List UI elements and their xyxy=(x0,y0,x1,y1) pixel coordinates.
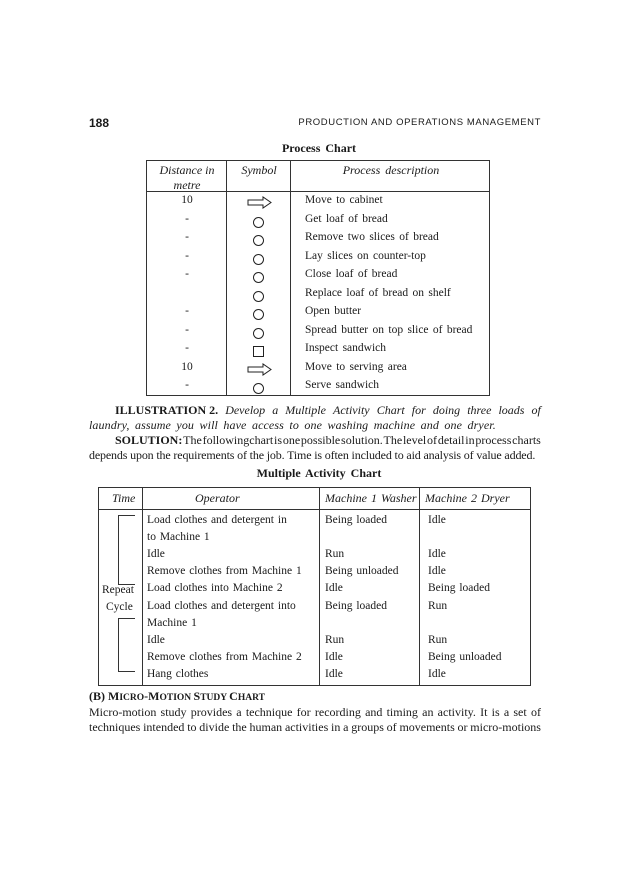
circle-icon xyxy=(253,309,264,320)
word: of xyxy=(530,705,541,719)
word: set xyxy=(513,705,527,719)
multiple-activity-chart-table xyxy=(98,487,531,686)
symbol-cell xyxy=(227,304,291,322)
heading-cap: M xyxy=(108,689,120,703)
operator-cell: Hang clothes xyxy=(147,667,209,680)
word: detail xyxy=(437,433,465,447)
symbol-cell xyxy=(227,230,291,248)
distance-cell: 10 xyxy=(181,360,193,373)
word: or xyxy=(457,720,468,734)
word: activities xyxy=(284,720,329,734)
square-icon xyxy=(253,346,264,357)
symbol-cell xyxy=(227,249,291,267)
word: groups xyxy=(351,720,384,734)
word: possible xyxy=(300,433,341,447)
machine2-cell: Being unloaded xyxy=(428,650,502,663)
machine2-cell: Idle xyxy=(428,667,446,680)
word: Multiple xyxy=(285,403,326,417)
heading-smallcaps: TUDY xyxy=(200,693,230,703)
solution-label: SOLUTION: xyxy=(115,433,183,447)
word: level xyxy=(402,433,427,447)
heading-cap: C xyxy=(229,689,238,703)
arrow-icon xyxy=(247,196,273,209)
description-cell: Open butter xyxy=(305,305,362,317)
word: the xyxy=(232,720,247,734)
process-row xyxy=(147,267,489,286)
solution-paragraph xyxy=(89,433,541,463)
col-header-time: Time xyxy=(112,491,136,505)
col-header-distance-line1: Distance in xyxy=(159,163,215,177)
repeat-cycle-bracket-bottom xyxy=(118,618,135,672)
column-divider xyxy=(419,488,420,685)
machine2-cell: Idle xyxy=(428,548,446,561)
section-body-line-2 xyxy=(89,720,541,735)
word: recording xyxy=(314,705,361,719)
word: micro-motions xyxy=(470,720,541,734)
heading-smallcaps: HART xyxy=(237,693,265,703)
machine1-cell: Idle xyxy=(325,582,343,595)
operator-cell: to Machine 1 xyxy=(147,531,210,544)
circle-icon xyxy=(253,328,264,339)
operator-cell: Load clothes and detergent into xyxy=(147,599,296,612)
distance-cell: - xyxy=(185,249,189,262)
symbol-cell xyxy=(227,267,291,285)
machine2-cell: Idle xyxy=(428,514,446,526)
operator-cell: Remove clothes from Machine 1 xyxy=(147,565,302,578)
process-row xyxy=(147,360,489,379)
process-row xyxy=(147,304,489,323)
section-body-line-1 xyxy=(89,705,541,720)
description-cell: Lay slices on counter-top xyxy=(305,249,426,262)
distance-cell: - xyxy=(185,379,189,391)
time-label-repeat: Repeat xyxy=(102,584,134,596)
heading-cap: -M xyxy=(144,689,160,703)
process-row xyxy=(147,323,489,342)
word: is xyxy=(274,433,283,447)
word: of xyxy=(531,403,541,417)
word: charts xyxy=(512,433,541,447)
word: divide xyxy=(199,720,230,734)
word: a xyxy=(236,705,242,719)
word: provides xyxy=(190,705,233,719)
multiple-activity-chart-title: Multiple Activity Chart xyxy=(256,466,382,480)
operator-cell: Load clothes into Machine 2 xyxy=(147,582,283,595)
illustration-line-1 xyxy=(89,403,541,418)
arrow-icon xyxy=(247,363,273,376)
description-cell: Replace loaf of bread on shelf xyxy=(305,286,451,299)
process-row xyxy=(147,230,489,249)
word: and xyxy=(365,705,383,719)
col-header-distance xyxy=(147,163,227,193)
word: process xyxy=(475,433,512,447)
word: to xyxy=(187,720,197,734)
symbol-cell xyxy=(227,323,291,341)
heading-smallcaps: ICRO xyxy=(119,693,145,703)
word: doing xyxy=(432,403,461,417)
header-divider xyxy=(99,509,530,510)
word: three xyxy=(467,403,492,417)
machine2-cell: Run xyxy=(428,599,448,612)
word: for xyxy=(296,705,311,719)
circle-icon xyxy=(253,291,264,302)
distance-cell: - xyxy=(185,323,189,336)
description-cell: Move to cabinet xyxy=(305,194,383,206)
distance-cell: - xyxy=(185,342,189,354)
word: The xyxy=(383,433,403,447)
process-row xyxy=(147,378,489,397)
section-prefix: (B) xyxy=(89,689,108,703)
word: human xyxy=(249,720,283,734)
col-header-symbol: Symbol xyxy=(241,163,277,177)
word: loads xyxy=(498,403,525,417)
circle-icon xyxy=(253,217,264,228)
book-title: PRODUCTION AND OPERATIONS MANAGEMENT xyxy=(298,117,541,128)
operator-cell: Idle xyxy=(147,633,165,646)
description-cell: Remove two slices of bread xyxy=(305,231,439,243)
process-row xyxy=(147,193,489,212)
symbol-cell xyxy=(227,360,291,378)
word: Activity xyxy=(332,403,370,417)
description-cell: Inspect sandwich xyxy=(305,342,387,354)
word: an xyxy=(422,705,434,719)
word: The xyxy=(183,433,202,447)
word: solution. xyxy=(341,433,383,447)
section-heading xyxy=(89,689,265,704)
column-divider xyxy=(142,488,143,685)
word: one xyxy=(282,433,301,447)
symbol-cell xyxy=(227,341,291,359)
word: techniques xyxy=(89,720,141,734)
description-cell: Move to serving area xyxy=(305,360,407,373)
symbol-cell xyxy=(227,212,291,230)
description-cell: Spread butter on top slice of bread xyxy=(305,323,473,336)
machine1-cell: Run xyxy=(325,548,345,561)
machine1-cell: Being loaded xyxy=(325,599,387,612)
illustration-line-2: laundry, assume you will have access to one washing machine and one dryer. xyxy=(89,418,496,432)
machine2-cell: Being loaded xyxy=(428,582,490,595)
col-header-machine1: Machine 1 Washer xyxy=(325,491,417,505)
word: activity. xyxy=(437,705,476,719)
machine2-cell: Idle xyxy=(428,565,446,578)
word: Chart xyxy=(376,403,405,417)
heading-smallcaps: OTION xyxy=(159,693,194,703)
operator-cell: Load clothes and detergent in xyxy=(147,514,287,526)
process-chart-table xyxy=(146,160,490,396)
section-body xyxy=(89,705,541,735)
col-header-distance-line2: metre xyxy=(173,178,201,192)
word: timing xyxy=(386,705,418,719)
machine1-cell: Idle xyxy=(325,667,343,680)
col-header-machine2: Machine 2 Dryer xyxy=(425,491,510,505)
running-header xyxy=(89,116,541,130)
column-divider xyxy=(319,488,320,685)
word: in xyxy=(331,720,341,734)
process-chart-title: Process Chart xyxy=(281,141,357,155)
word: of xyxy=(427,433,438,447)
process-row xyxy=(147,341,489,360)
process-row xyxy=(147,286,489,305)
col-header-description: Process description xyxy=(342,163,440,177)
circle-icon xyxy=(253,383,264,394)
word: technique xyxy=(245,705,293,719)
machine1-cell: Being unloaded xyxy=(325,565,399,578)
word: Develop xyxy=(225,403,266,417)
description-cell: Close loaf of bread xyxy=(305,268,398,280)
machine1-cell: Idle xyxy=(325,650,343,663)
circle-icon xyxy=(253,235,264,246)
col-header-operator: Operator xyxy=(195,491,240,505)
symbol-cell xyxy=(227,193,291,211)
word: for xyxy=(411,403,426,417)
time-label-cycle: Cycle xyxy=(106,601,133,613)
word: It xyxy=(480,705,488,719)
word: of xyxy=(386,720,397,734)
word: study xyxy=(160,705,187,719)
illustration-paragraph xyxy=(89,403,541,433)
machine1-cell: Run xyxy=(325,633,345,646)
word: is xyxy=(491,705,500,719)
section-title xyxy=(108,689,265,703)
operator-cell: Machine 1 xyxy=(147,616,197,629)
word: intended xyxy=(143,720,185,734)
distance-cell: - xyxy=(185,268,189,280)
heading-cap: S xyxy=(193,689,201,703)
word: followingchart xyxy=(202,433,274,447)
process-row xyxy=(147,212,489,231)
page-number: 188 xyxy=(89,116,110,130)
circle-icon xyxy=(253,254,264,265)
word: in xyxy=(465,433,475,447)
solution-line-2: depends upon the requirements of the job. Time is often included to aid analysis of value added. xyxy=(89,448,536,462)
repeat-cycle-bracket-top xyxy=(118,515,135,585)
description-cell: Get loaf of bread xyxy=(305,212,388,225)
process-row xyxy=(147,249,489,268)
operator-cell: Idle xyxy=(147,548,165,561)
word: a xyxy=(272,403,279,417)
symbol-cell xyxy=(227,378,291,396)
description-cell: Serve sandwich xyxy=(305,379,379,391)
circle-icon xyxy=(253,272,264,283)
distance-cell: - xyxy=(185,305,189,317)
word: Micro-motion xyxy=(89,705,157,719)
solution-line-1 xyxy=(89,433,541,448)
symbol-cell xyxy=(227,286,291,304)
word: a xyxy=(503,705,510,719)
illustration-label: ILLUSTRATION 2. xyxy=(115,403,219,417)
machine2-cell: Run xyxy=(428,633,448,646)
machine1-cell: Being loaded xyxy=(325,514,387,526)
operator-cell: Remove clothes from Machine 2 xyxy=(147,650,302,663)
word: movements xyxy=(399,720,455,734)
distance-cell: 10 xyxy=(181,194,193,206)
word: a xyxy=(343,720,349,734)
distance-cell: - xyxy=(185,212,189,225)
distance-cell: - xyxy=(185,231,189,243)
